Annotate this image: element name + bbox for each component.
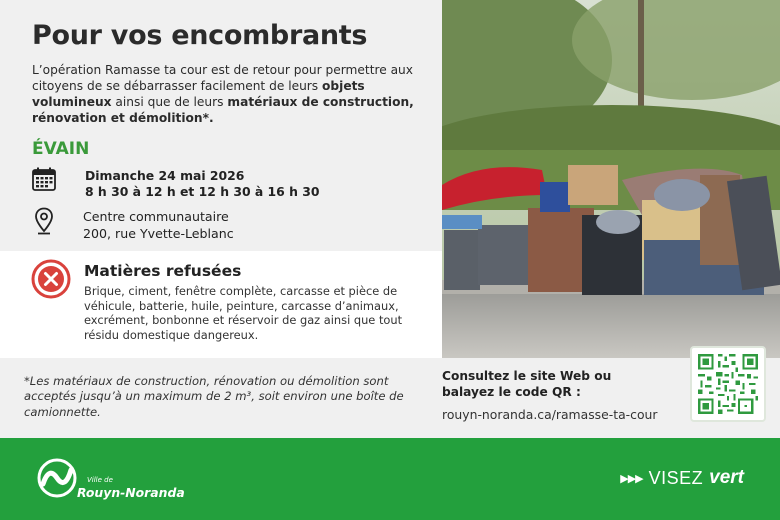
calendar-icon (32, 167, 56, 191)
intro-text-2: ainsi que de leurs (111, 95, 228, 109)
logo-small-text: Ville de (87, 476, 113, 484)
event-time: 8 h 30 à 12 h et 12 h 30 à 16 h 30 (85, 184, 320, 199)
intro-bold-1: objets volumineux (32, 79, 365, 109)
page-title: Pour vos encombrants (32, 20, 368, 51)
website-link[interactable]: rouyn-noranda.ca/ramasse-ta-cour (442, 407, 658, 422)
location-pin-icon (34, 207, 54, 235)
city-heading: ÉVAIN (32, 139, 90, 159)
bottom-info-section (0, 358, 780, 438)
arrows-icon: ▶▶▶ (620, 471, 643, 485)
logo-name-text: Rouyn-Noranda (77, 485, 185, 500)
slogan-word-2: vert (709, 467, 744, 488)
bulky-items-photo (442, 0, 780, 358)
qr-code[interactable] (690, 346, 766, 422)
city-logo-icon (35, 456, 79, 500)
info-panel (0, 0, 442, 358)
location-line-1: Centre communautaire (83, 209, 229, 224)
intro-text-1: L’opération Ramasse ta cour est de retour pour permettre aux citoyens de se débarrasser facilement de leurs (32, 63, 413, 93)
event-date: Dimanche 24 mai 2026 (85, 168, 245, 183)
refused-x-icon (31, 259, 71, 299)
consult-text: Consultez le site Web ou balayez le code QR : (442, 369, 612, 399)
qr-code-icon (696, 352, 760, 416)
photo-illustration (442, 0, 780, 358)
refused-text: Brique, ciment, fenêtre complète, carcasse et pièce de véhicule, batterie, huile, peinture, carcasse d’animaux, excrément, bonbonne et réservoir de gaz ainsi que tout résidu domestique dangereux. (84, 284, 403, 342)
intro-paragraph (32, 62, 424, 126)
refused-title: Matières refusées (84, 262, 242, 280)
refused-materials-panel (0, 251, 442, 358)
rouyn-noranda-logo[interactable] (35, 456, 185, 506)
footer-bar (0, 438, 780, 520)
footnote: *Les matériaux de construction, rénovation ou démolition sont acceptés jusqu’à un maximum de 2 m³, soit environ une boîte de camionnette. (24, 374, 404, 419)
location-line-2: 200, rue Yvette-Leblanc (83, 226, 234, 241)
intro-bold-2: matériaux de construction, rénovation et démolition*. (32, 95, 414, 125)
visez-vert-slogan (620, 466, 744, 490)
slogan-word-1: VISEZ (648, 467, 704, 488)
